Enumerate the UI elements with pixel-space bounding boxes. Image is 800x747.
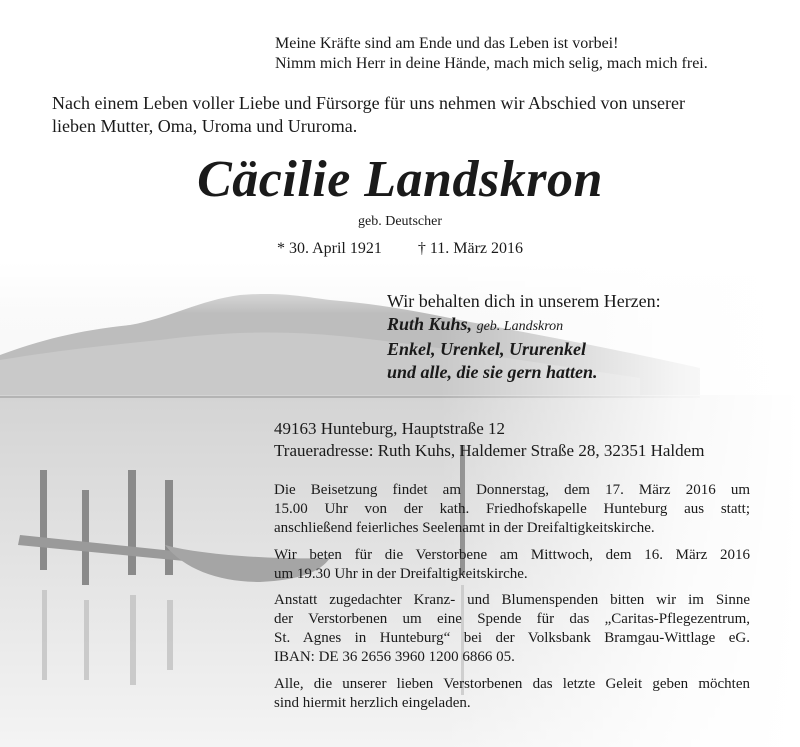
mourner-name: Ruth Kuhs, [387,314,473,334]
donation-info-paragraph [274,591,750,667]
paragraph-line: Anstatt zugedachter Kranz- und Blumenspenden bitten wir im Sinne [274,592,750,608]
intro-line: Nach einem Leben voller Liebe und Fürsorge für uns nehmen wir Abschied von unserer [52,93,685,113]
invitation-paragraph [274,675,750,713]
paragraph-line: anschließend feierliches Seelenamt in der Dreifaltigkeitskirche. [274,520,655,536]
home-address: 49163 Hunteburg, Hauptstraße 12 [274,419,506,438]
intro-text [52,92,752,138]
paragraph-line: der Verstorbenen um eine Spende für das „Caritas-Pflegezentrum, [274,611,750,627]
mourner-name-note: geb. Landskron [476,319,564,334]
paragraph-line: St. Agnes in Hunteburg“ bei der Volksbank Bramgau-Wittlage eG. [274,630,750,646]
mourners-block [387,290,661,384]
mourning-address: Traueradresse: Ruth Kuhs, Haldemer Straße 28, 32351 Haldem [274,441,705,460]
paragraph-line: um 19.30 Uhr in der Dreifaltigkeitskirche. [274,566,528,582]
mourners-line: und alle, die sie gern hatten. [387,362,598,382]
intro-line: lieben Mutter, Oma, Uroma und Ururoma. [52,116,358,136]
verse [275,34,708,74]
life-dates [0,240,800,258]
mourners-heading: Wir behalten dich in unserem Herzen: [387,291,661,311]
prayer-info-paragraph [274,546,750,584]
paragraph-line: Wir beten für die Verstorbene am Mittwoch, dem 16. März 2016 [274,547,750,563]
paragraph-line: sind hiermit herzlich eingeladen. [274,695,471,711]
paragraph-line: Alle, die unserer lieben Verstorbenen das letzte Geleit geben möchten [274,676,750,692]
verse-line: Meine Kräfte sind am Ende und das Leben ist vorbei! [275,35,619,52]
deceased-name: Cäcilie Landskron [197,151,603,208]
mourners-line: Enkel, Urenkel, Ururenkel [387,339,587,359]
verse-line: Nimm mich Herr in deine Hände, mach mich selig, mach mich frei. [275,55,708,72]
paragraph-line: IBAN: DE 36 2656 3960 1200 6866 05. [274,649,515,665]
paragraph-line: Die Beisetzung findet am Donnerstag, dem 17. März 2016 um [274,482,750,498]
address-block [274,418,704,462]
birth-date: * 30. April 1921 [276,240,382,257]
paragraph-line: 15.00 Uhr von der kath. Friedhofskapelle Hunteburg aus statt; [274,501,750,517]
birth-name: geb. Deutscher [358,214,442,229]
funeral-info-paragraph [274,481,750,538]
death-date: † 11. März 2016 [417,240,524,257]
